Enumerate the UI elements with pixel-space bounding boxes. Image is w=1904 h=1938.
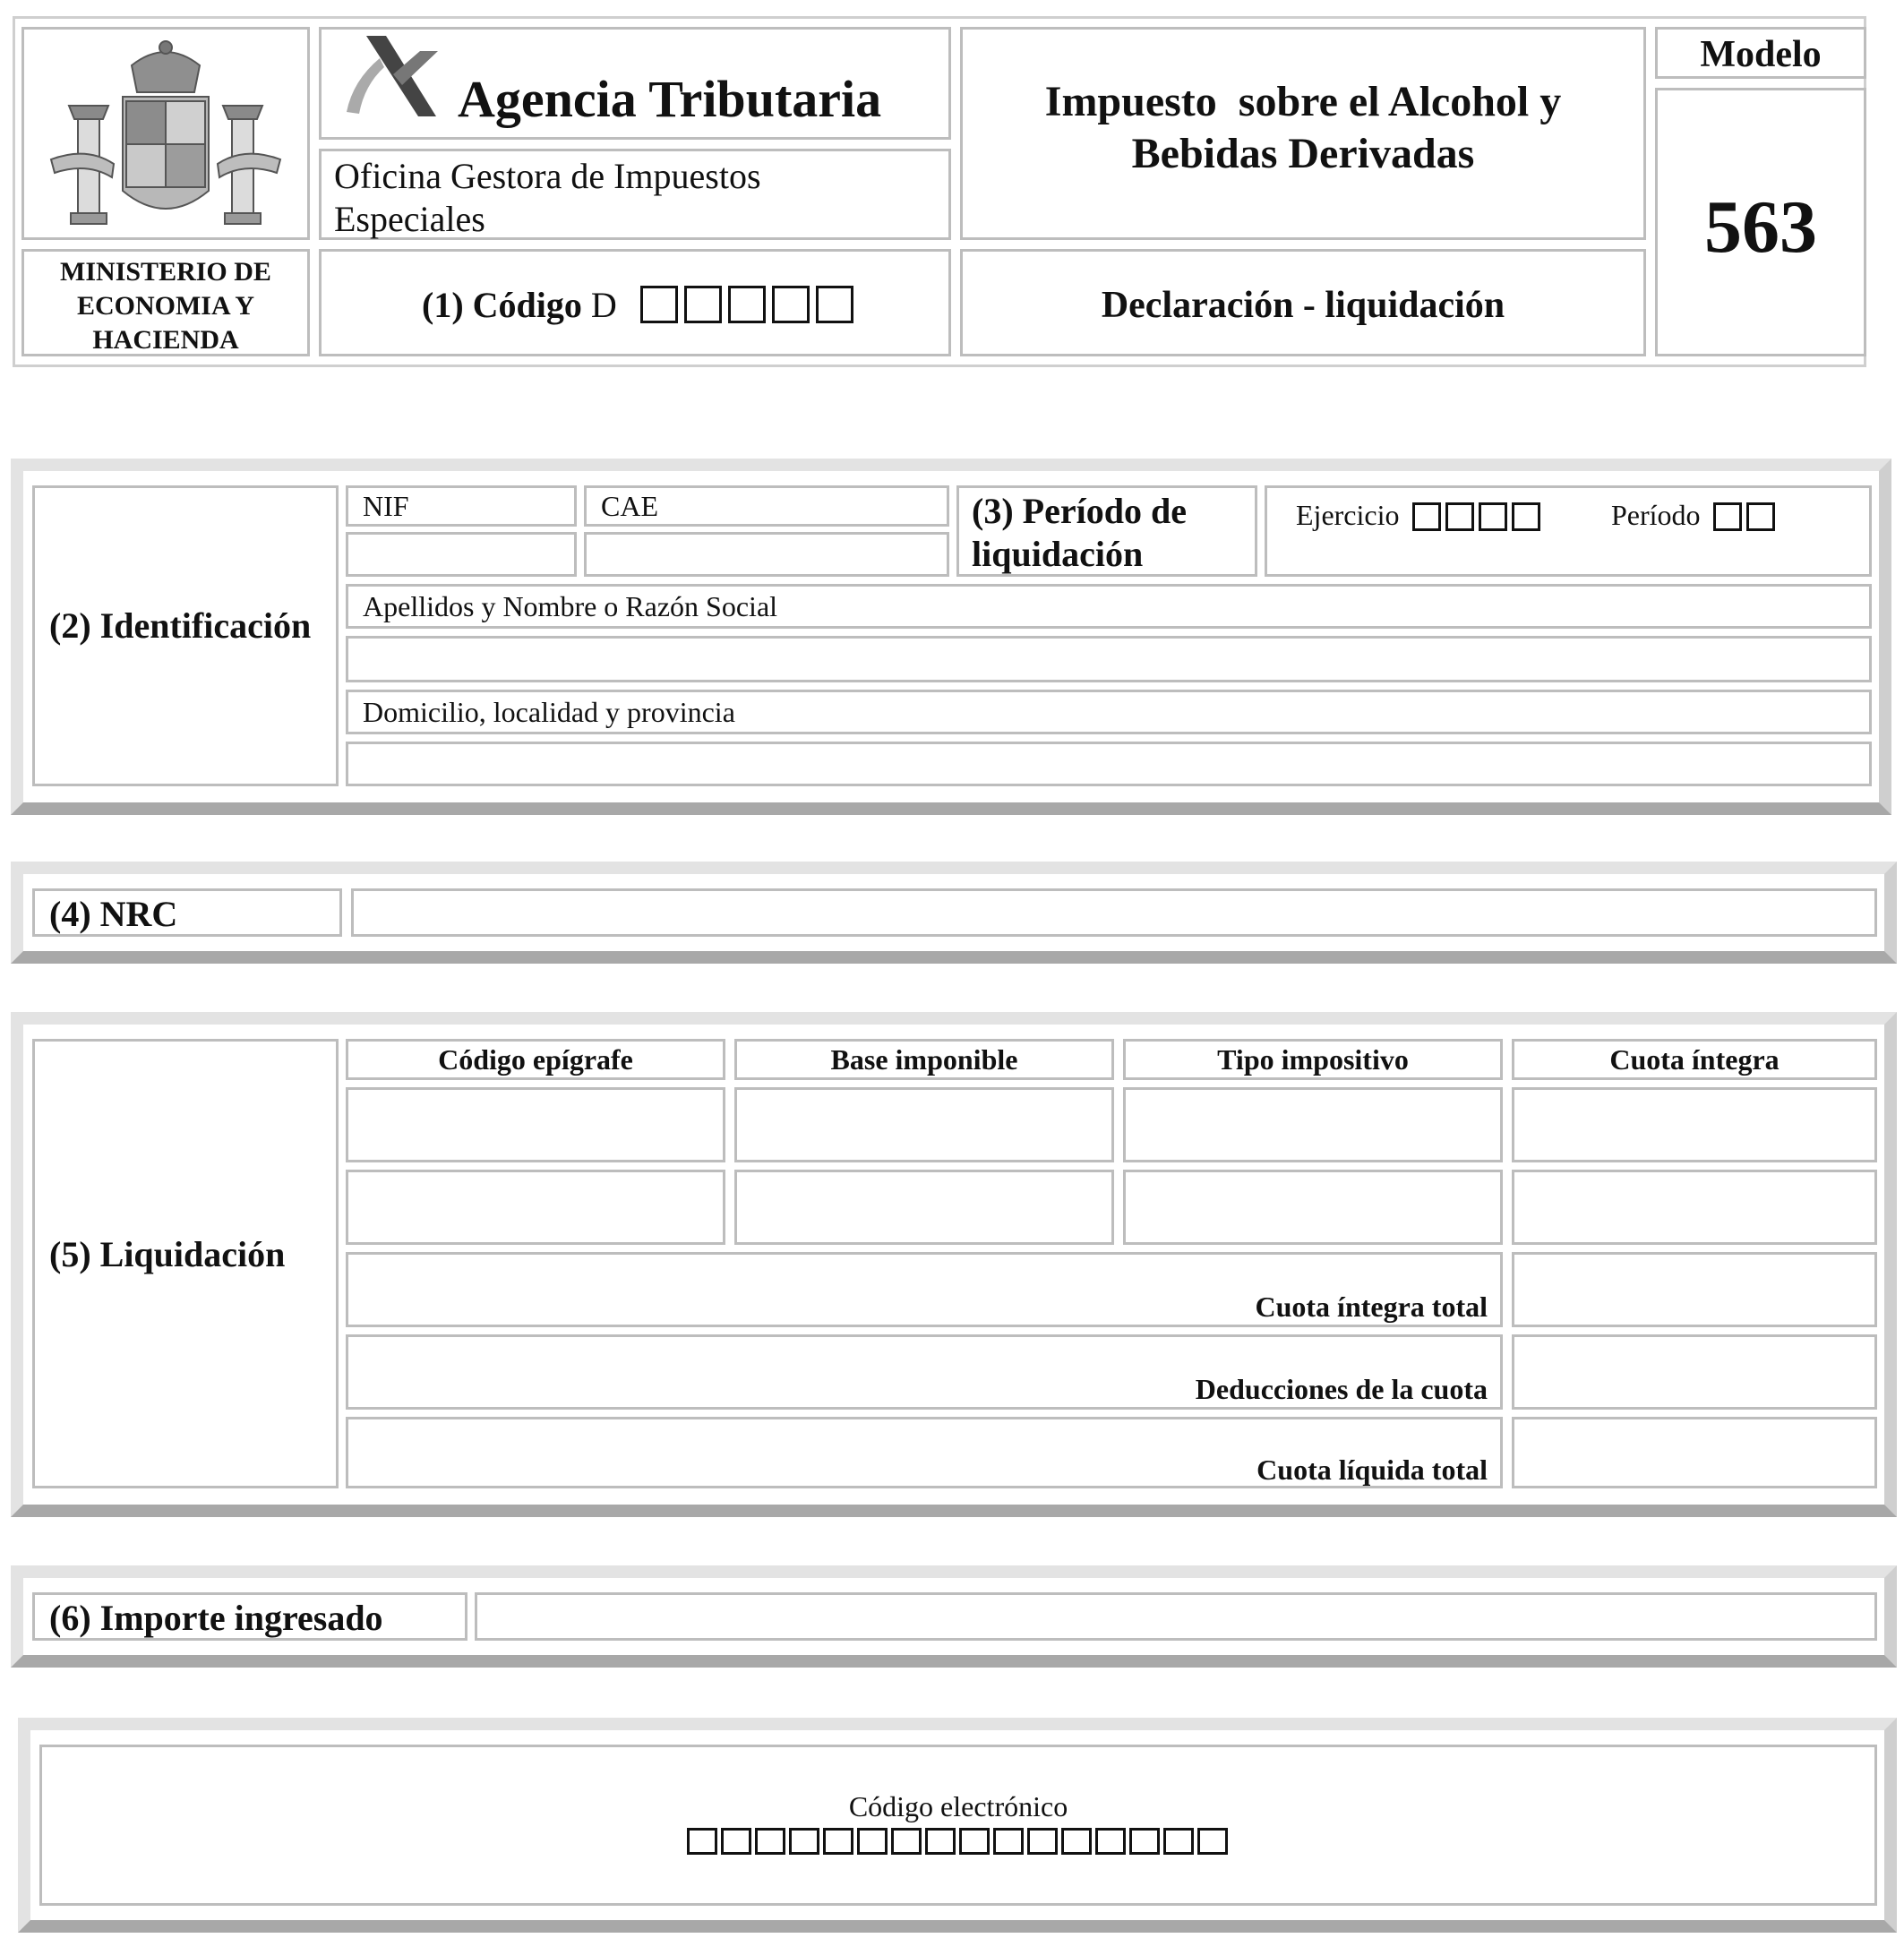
codigo-electronico-boxes[interactable] [687, 1828, 1228, 1855]
cuota-integra-input[interactable] [1512, 1170, 1877, 1245]
electronic-code-box[interactable] [721, 1828, 751, 1855]
electronic-code-box[interactable] [1027, 1828, 1058, 1855]
electronic-code-box[interactable] [789, 1828, 819, 1855]
tax-title-cell [960, 27, 1646, 240]
tipo-impositivo-input[interactable] [1123, 1087, 1503, 1162]
cuota-liquida-total-label-cell [346, 1417, 1503, 1488]
code-digit-box[interactable] [640, 286, 678, 323]
deducciones-label-cell [346, 1334, 1503, 1410]
periodo-fields-cell [1265, 485, 1872, 577]
electronic-code-box[interactable] [925, 1828, 956, 1855]
cae-label-cell [584, 485, 949, 527]
code-digit-box[interactable] [684, 286, 722, 323]
electronic-code-box[interactable] [1129, 1828, 1160, 1855]
code-digit-box[interactable] [816, 286, 853, 323]
cae-label: CAE [601, 490, 658, 522]
electronic-code-box[interactable] [1095, 1828, 1126, 1855]
deducciones-input[interactable] [1512, 1334, 1877, 1410]
periodo-title: (3) Período de liquidación [972, 491, 1187, 574]
cuota-integra-total-label: Cuota íntegra total [1255, 1291, 1488, 1323]
nrc-title: (4) NRC [49, 894, 178, 934]
col-header-codigo-epigrafe [346, 1039, 725, 1080]
periodo-boxes[interactable] [1713, 502, 1775, 531]
col-header-cuota-integra [1512, 1039, 1877, 1080]
codigo-prefix: D [590, 285, 617, 325]
address-label-cell [346, 690, 1872, 734]
office-cell [319, 149, 951, 240]
tipo-impositivo-input[interactable] [1123, 1170, 1503, 1245]
tax-title: Impuesto sobre el Alcohol y Bebidas Derivadas [1044, 78, 1573, 177]
cuota-integra-total-label-cell [346, 1252, 1503, 1327]
code-digit-box[interactable] [728, 286, 766, 323]
importe-title-cell [32, 1592, 467, 1641]
declaration-title: Declaración - liquidación [1101, 285, 1505, 326]
periodo-title-cell [956, 485, 1257, 577]
electronic-code-box[interactable] [857, 1828, 888, 1855]
codigo-electronico-label: Código electrónico [848, 1790, 1068, 1822]
col-header-label: Código epígrafe [438, 1043, 633, 1076]
electronic-code-box[interactable] [891, 1828, 922, 1855]
cuota-liquida-total-input[interactable] [1512, 1417, 1877, 1488]
modelo-number-cell [1655, 88, 1866, 356]
deducciones-label: Deducciones de la cuota [1195, 1373, 1488, 1405]
nif-input[interactable] [346, 532, 577, 577]
address-input[interactable] [346, 742, 1872, 786]
code-digit-box[interactable] [772, 286, 810, 323]
periodo-digit-box[interactable] [1713, 502, 1742, 531]
periodo-digit-box[interactable] [1746, 502, 1775, 531]
coat-of-arms-icon [24, 30, 307, 237]
electronic-code-box[interactable] [993, 1828, 1024, 1855]
nif-label-cell [346, 485, 577, 527]
ejercicio-digit-box[interactable] [1445, 502, 1474, 531]
codigo-epigrafe-input[interactable] [346, 1170, 725, 1245]
col-header-label: Cuota íntegra [1609, 1043, 1780, 1076]
electronic-code-box[interactable] [1061, 1828, 1092, 1855]
agency-cell [319, 27, 951, 140]
modelo-number: 563 [1704, 185, 1817, 269]
cuota-liquida-total-label: Cuota líquida total [1256, 1454, 1488, 1486]
electronic-code-box[interactable] [1197, 1828, 1228, 1855]
electronic-code-box[interactable] [959, 1828, 990, 1855]
name-input[interactable] [346, 636, 1872, 682]
declaration-cell [960, 249, 1646, 356]
nif-label: NIF [363, 490, 409, 522]
importe-title: (6) Importe ingresado [49, 1598, 383, 1638]
coat-of-arms-cell [21, 27, 310, 240]
name-label: Apellidos y Nombre o Razón Social [363, 590, 778, 622]
nrc-input[interactable] [351, 888, 1877, 937]
ejercicio-digit-box[interactable] [1412, 502, 1441, 531]
office-name: Oficina Gestora de Impuestos Especiales [334, 156, 761, 239]
electronic-code-box[interactable] [1163, 1828, 1194, 1855]
name-label-cell [346, 584, 1872, 629]
ejercicio-boxes[interactable] [1412, 502, 1540, 531]
ejercicio-digit-box[interactable] [1512, 502, 1540, 531]
codigo-cell [319, 249, 951, 356]
codigo-electronico-cell [39, 1745, 1877, 1906]
periodo-label: Período [1611, 499, 1701, 531]
col-header-label: Tipo impositivo [1217, 1043, 1409, 1076]
electronic-code-box[interactable] [755, 1828, 785, 1855]
base-imponible-input[interactable] [734, 1087, 1114, 1162]
codigo-label: (1) Código [422, 285, 582, 325]
codigo-boxes[interactable] [640, 286, 853, 323]
agencia-tributaria-logo-icon [330, 31, 447, 130]
col-header-tipo-impositivo [1123, 1039, 1503, 1080]
agency-name: Agencia Tributaria [458, 70, 882, 128]
cuota-integra-input[interactable] [1512, 1087, 1877, 1162]
electronic-code-box[interactable] [823, 1828, 853, 1855]
ministry-cell [21, 249, 310, 356]
cae-input[interactable] [584, 532, 949, 577]
col-header-label: Base imponible [830, 1043, 1018, 1076]
electronic-code-box[interactable] [687, 1828, 717, 1855]
codigo-field [422, 284, 617, 326]
modelo-label-cell [1655, 27, 1866, 79]
address-label: Domicilio, localidad y provincia [363, 696, 735, 728]
ejercicio-label: Ejercicio [1296, 499, 1400, 531]
ejercicio-digit-box[interactable] [1479, 502, 1507, 531]
modelo-label: Modelo [1700, 34, 1822, 75]
identificacion-title: (2) Identificación [49, 605, 312, 646]
cuota-integra-total-input[interactable] [1512, 1252, 1877, 1327]
col-header-base-imponible [734, 1039, 1114, 1080]
importe-input[interactable] [475, 1592, 1877, 1641]
base-imponible-input[interactable] [734, 1170, 1114, 1245]
liquidacion-title: (5) Liquidación [49, 1234, 286, 1274]
liquidacion-title-cell [32, 1039, 339, 1488]
identificacion-title-cell [32, 485, 339, 786]
nrc-title-cell [32, 888, 342, 937]
codigo-epigrafe-input[interactable] [346, 1087, 725, 1162]
ministry-name: MINISTERIO DE ECONOMIA Y HACIENDA [60, 257, 271, 355]
